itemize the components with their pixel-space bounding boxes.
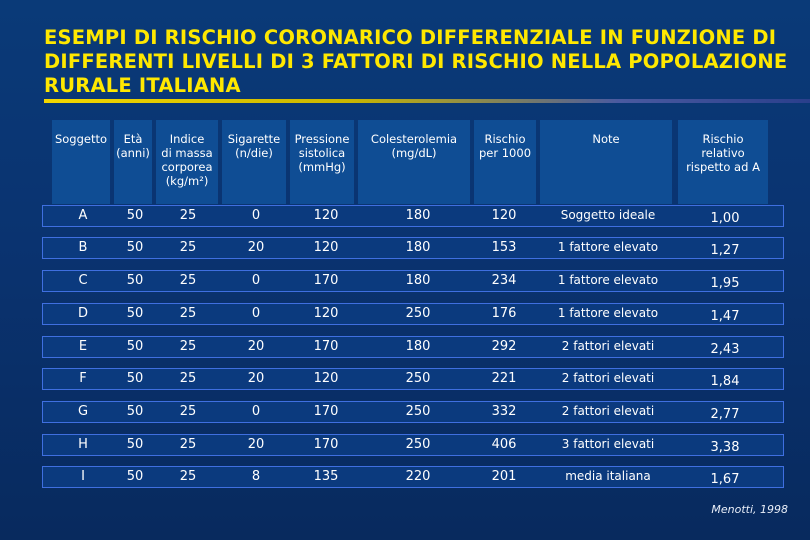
cell-note: 1 fattore elevato: [557, 306, 659, 320]
cell-note: Soggetto ideale: [560, 208, 656, 222]
cell-pressure: 120: [313, 306, 339, 321]
cell-cigarettes: 0: [251, 208, 261, 223]
title-line-1: ESEMPI DI RISCHIO CORONARICO DIFFERENZIALE IN FUNZIONE DI: [44, 26, 777, 49]
cell-relative-risk: 1,00: [710, 211, 740, 226]
header-line: Indice: [169, 132, 205, 146]
header-line: rispetto ad A: [686, 160, 760, 174]
cell-relative-risk: 1,27: [710, 243, 740, 258]
cell-cholesterol: 180: [405, 273, 431, 288]
cell-bmi: 25: [179, 306, 197, 321]
cell-cholesterol: 220: [405, 469, 431, 484]
table-row: [42, 466, 784, 488]
cell-note: 1 fattore elevato: [557, 273, 659, 287]
cell-cigarettes: 20: [247, 371, 265, 386]
cell-relative-risk: 1,95: [710, 276, 740, 291]
cell-note: 3 fattori elevati: [561, 437, 655, 451]
cell-subject: F: [79, 371, 87, 386]
cell-subject: C: [78, 273, 88, 288]
header-risk: [474, 120, 536, 204]
source-citation: Menotti, 1998: [711, 503, 788, 516]
cell-cholesterol: 250: [405, 437, 431, 452]
header-note: [540, 120, 672, 204]
cell-age: 50: [126, 306, 144, 321]
cell-cholesterol: 250: [405, 371, 431, 386]
header-line: di massa: [161, 146, 213, 160]
table-row: [42, 205, 784, 227]
cell-age: 50: [126, 404, 144, 419]
table-row: [42, 237, 784, 259]
cell-pressure: 170: [313, 273, 339, 288]
cell-relative-risk: 1,47: [710, 309, 740, 324]
cell-risk: 292: [491, 339, 517, 354]
cell-risk: 332: [491, 404, 517, 419]
header-bmi: [156, 120, 218, 204]
cell-cigarettes: 20: [247, 437, 265, 452]
cell-relative-risk: 1,84: [710, 374, 740, 389]
cell-age: 50: [126, 437, 144, 452]
header-line: sistolica: [298, 146, 346, 160]
cell-subject: H: [78, 437, 88, 452]
header-line: (anni): [116, 146, 150, 160]
cell-pressure: 170: [313, 437, 339, 452]
cell-pressure: 135: [313, 469, 339, 484]
slide-title: [44, 26, 794, 98]
cell-subject: E: [78, 339, 88, 354]
cell-relative-risk: 2,43: [710, 342, 740, 357]
cell-age: 50: [126, 371, 144, 386]
cell-subject: A: [78, 208, 88, 223]
header-line: (kg/m²): [165, 174, 209, 188]
header-relative-risk: [678, 120, 768, 204]
cell-relative-risk: 1,67: [710, 472, 740, 487]
cell-note: 2 fattori elevati: [561, 371, 655, 385]
header-cholesterol: [358, 120, 470, 204]
header-pressure: [290, 120, 354, 204]
cell-age: 50: [126, 240, 144, 255]
header-cigarettes: [222, 120, 286, 204]
header-line: (mg/dL): [391, 146, 437, 160]
header-line: per 1000: [478, 146, 532, 160]
cell-subject: G: [77, 404, 89, 419]
cell-note: 1 fattore elevato: [557, 240, 659, 254]
cell-bmi: 25: [179, 273, 197, 288]
title-underline: [44, 99, 810, 103]
cell-cholesterol: 180: [405, 240, 431, 255]
cell-age: 50: [126, 339, 144, 354]
cell-bmi: 25: [179, 240, 197, 255]
table-row: [42, 336, 784, 358]
cell-bmi: 25: [179, 208, 197, 223]
cell-pressure: 120: [313, 371, 339, 386]
cell-subject: I: [81, 469, 85, 484]
header-line: Sigarette: [227, 132, 281, 146]
cell-relative-risk: 2,77: [710, 407, 740, 422]
cell-bmi: 25: [179, 437, 197, 452]
cell-cigarettes: 20: [247, 339, 265, 354]
title-line-2: DIFFERENTI LIVELLI DI 3 FATTORI DI RISCHIO NELLA POPOLAZIONE: [44, 50, 788, 73]
cell-cigarettes: 20: [247, 240, 265, 255]
table-row: [42, 303, 784, 325]
header-subject: [52, 120, 110, 204]
header-line: Età: [123, 132, 143, 146]
cell-cholesterol: 180: [405, 339, 431, 354]
header-line: corporea: [161, 160, 213, 174]
cell-pressure: 120: [313, 240, 339, 255]
header-age: [114, 120, 152, 204]
cell-bmi: 25: [179, 404, 197, 419]
cell-pressure: 170: [313, 339, 339, 354]
table-row: [42, 270, 784, 292]
cell-bmi: 25: [179, 339, 197, 354]
cell-cigarettes: 8: [251, 469, 261, 484]
header-line: relativo: [701, 146, 745, 160]
header-line: (n/die): [235, 146, 273, 160]
cell-relative-risk: 3,38: [710, 440, 740, 455]
cell-cholesterol: 250: [405, 306, 431, 321]
cell-age: 50: [126, 469, 144, 484]
cell-bmi: 25: [179, 371, 197, 386]
cell-risk: 234: [491, 273, 517, 288]
header-line: Pressione: [294, 132, 350, 146]
header-line: Soggetto: [54, 132, 108, 146]
cell-risk: 120: [491, 208, 517, 223]
table-row: [42, 368, 784, 390]
title-line-3: RURALE ITALIANA: [44, 74, 241, 97]
cell-risk: 153: [491, 240, 517, 255]
cell-risk: 201: [491, 469, 517, 484]
cell-bmi: 25: [179, 469, 197, 484]
cell-cholesterol: 180: [405, 208, 431, 223]
cell-note: 2 fattori elevati: [561, 339, 655, 353]
cell-cholesterol: 250: [405, 404, 431, 419]
cell-note: media italiana: [565, 469, 651, 483]
cell-pressure: 120: [313, 208, 339, 223]
header-line: Rischio: [702, 132, 744, 146]
header-line: Colesterolemia: [370, 132, 458, 146]
cell-subject: B: [78, 240, 88, 255]
table-row: [42, 434, 784, 456]
header-line: Rischio: [484, 132, 526, 146]
cell-risk: 221: [491, 371, 517, 386]
cell-cigarettes: 0: [251, 404, 261, 419]
cell-age: 50: [126, 273, 144, 288]
header-line: (mmHg): [298, 160, 346, 174]
cell-subject: D: [77, 306, 88, 321]
cell-cigarettes: 0: [251, 273, 261, 288]
cell-age: 50: [126, 208, 144, 223]
cell-risk: 176: [491, 306, 517, 321]
table-row: [42, 401, 784, 423]
cell-note: 2 fattori elevati: [561, 404, 655, 418]
header-line: Note: [592, 132, 620, 146]
cell-pressure: 170: [313, 404, 339, 419]
table-header: [52, 120, 768, 204]
cell-cigarettes: 0: [251, 306, 261, 321]
cell-risk: 406: [491, 437, 517, 452]
